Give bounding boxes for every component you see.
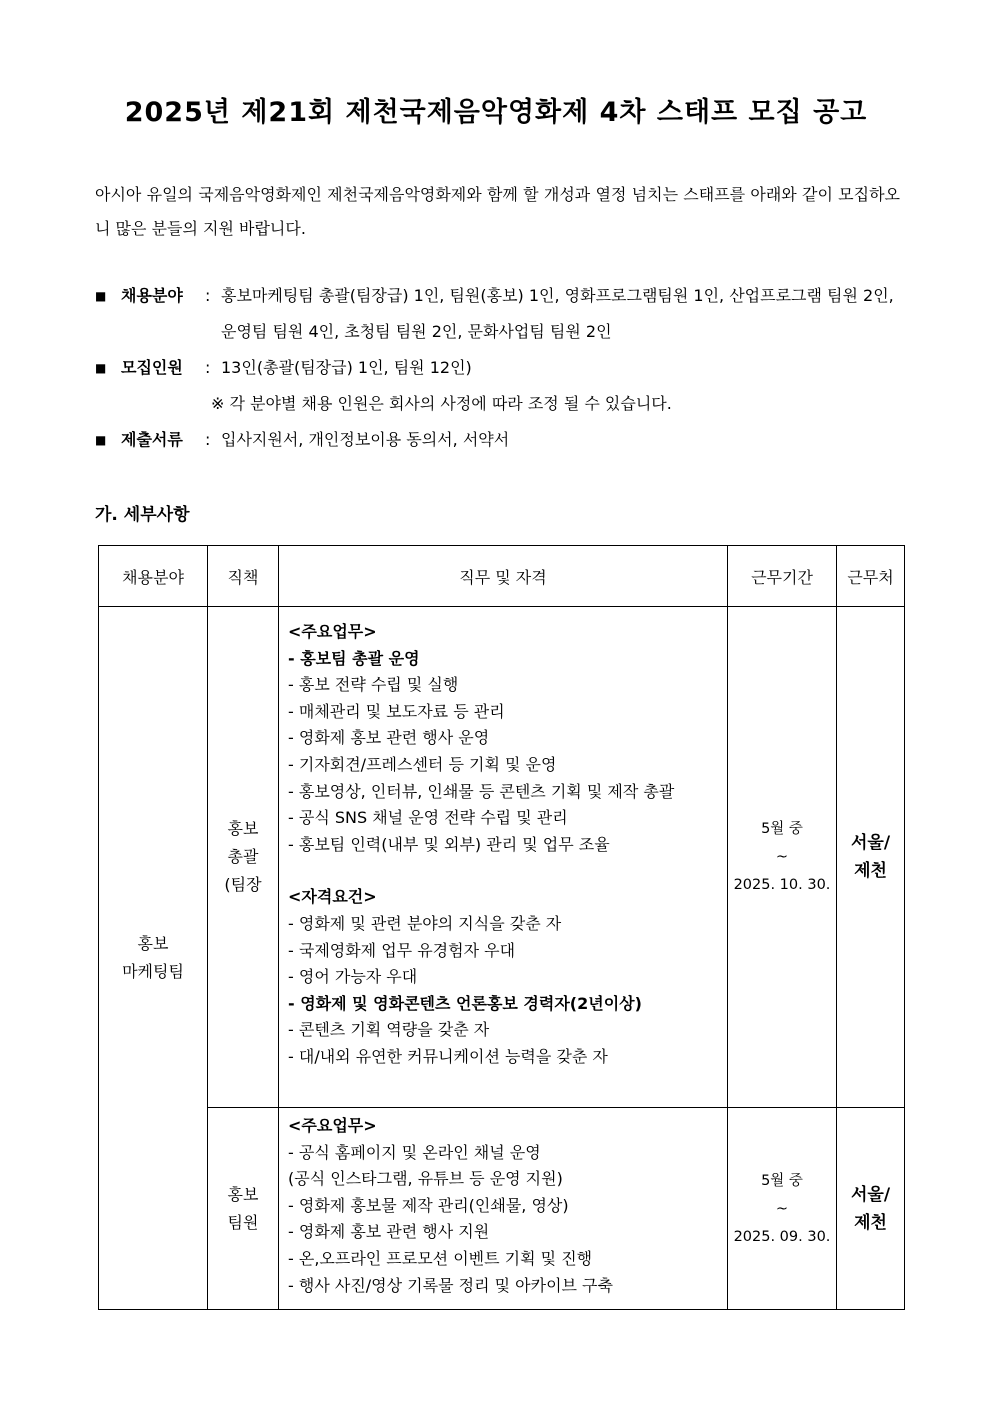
count-label: 모집인원 [121,358,183,377]
list-item: - 홍보 전략 수립 및 실행 [288,675,459,695]
list-item: - 홍보팀 총괄 운영 [288,648,420,668]
count-note: ※ 각 분야별 채용 인원은 회사의 사정에 따라 조정 될 수 있습니다. [211,394,672,413]
spacer [288,858,719,884]
list-item: - 콘텐츠 기획 역량을 갖춘 자 [288,1020,490,1040]
summary-count-row [95,350,905,386]
period-end: 2025. 10. 30. [733,877,831,893]
colon: : [205,358,211,377]
square-bullet-icon: ■ [95,289,107,303]
table-row [99,607,905,1108]
period-separator: ~ [775,1200,789,1217]
colon: : [205,286,211,305]
summary-list [95,278,905,458]
list-item: - 홍보영상, 인터뷰, 인쇄물 등 콘텐츠 기획 및 제작 총괄 [288,781,675,801]
list-item: - 영화제 홍보물 제작 관리(인쇄물, 영상) [288,1195,569,1215]
duties-heading: <주요업무> [288,622,377,641]
duties-heading: <주요업무> [288,1116,377,1135]
list-item: - 영화제 홍보 관련 행사 운영 [288,728,490,748]
header-position: 직책 [208,546,279,607]
colon: : [205,430,211,449]
summary-docs-row [95,422,905,458]
docs-value: 입사지원서, 개인정보이용 동의서, 서약서 [221,430,510,449]
list-item: - 대/내외 유연한 커뮤니케이션 능력을 갖춘 자 [288,1046,608,1066]
square-bullet-icon: ■ [95,361,107,375]
docs-label: 제출서류 [121,430,183,449]
field-value: 홍보마케팅팀 총괄(팀장급) 1인, 팀원(홍보) 1인, 영화프로그램팀원 1인, 산업프로그램 팀원 2인, 운영팀 팀원 4인, 초청팀 팀원 2인, 문화사업팀 팀원 2인 [221,286,894,341]
period-separator: ~ [775,849,789,865]
list-item: - 국제영화제 업무 유경험자 우대 [288,940,516,960]
position-cell: 홍보 팀원 [208,1108,279,1310]
list-item: - 영화제 및 영화콘텐츠 언론홍보 경력자(2년이상) [288,993,642,1013]
list-item: - 기자회견/프레스센터 등 기획 및 운영 [288,754,557,774]
list-item: - 영화제 홍보 관련 행사 지원 [288,1222,490,1242]
table-header-row [99,546,905,607]
list-item: - 온,오프라인 프로모션 이벤트 기획 및 진행 [288,1248,593,1268]
list-item: - 공식 홈페이지 및 온라인 채널 운영 [288,1142,541,1162]
list-item: - 홍보팀 인력(내부 및 외부) 관리 및 업무 조율 [288,834,610,854]
field-label: 채용분야 [121,286,183,305]
count-value: 13인(총괄(팀장급) 1인, 팀원 12인) [221,358,472,377]
period-cell [728,607,837,1108]
position-cell: 홍보 총괄 (팀장 [208,607,279,1108]
location-cell: 서울/ 제천 [837,1108,905,1310]
list-item: - 공식 SNS 채널 운영 전략 수립 및 관리 [288,808,568,828]
list-item: (공식 인스타그램, 유튜브 등 운영 지원) [288,1169,563,1189]
page-title: 2025년 제21회 제천국제음악영화제 4차 스태프 모집 공고 [124,97,868,128]
period-cell [728,1108,837,1310]
intro-paragraph: 아시아 유일의 국제음악영화제인 제천국제음악영화제와 함께 할 개성과 열정 넘치는 스태프를 아래와 같이 모집하오니 많은 분들의 지원 바랍니다. [95,185,900,238]
duties-cell [279,1108,728,1310]
header-period: 근무기간 [728,546,837,607]
list-item: - 행사 사진/영상 기록물 정리 및 아카이브 구축 [288,1275,613,1295]
header-duties: 직무 및 자격 [279,546,728,607]
section-title: 가. 세부사항 [95,505,190,525]
details-table [98,545,905,1310]
square-bullet-icon: ■ [95,433,107,447]
list-item: - 영어 가능자 우대 [288,967,418,987]
period-start: 5월 중 [761,1172,803,1189]
summary-field-row [95,278,905,350]
header-location: 근무처 [837,546,905,607]
period-end: 2025. 09. 30. [733,1228,831,1245]
list-item: - 매체관리 및 보도자료 등 관리 [288,701,505,721]
period-start: 5월 중 [761,821,803,837]
header-department: 채용분야 [99,546,208,607]
qualifications-heading: <자격요건> [288,887,377,907]
list-item: - 영화제 및 관련 분야의 지식을 갖춘 자 [288,913,562,933]
table-row [99,1108,905,1310]
department-cell: 홍보 마케팅팀 [99,607,208,1310]
location-cell: 서울/ 제천 [837,607,905,1108]
duties-cell [279,607,728,1108]
